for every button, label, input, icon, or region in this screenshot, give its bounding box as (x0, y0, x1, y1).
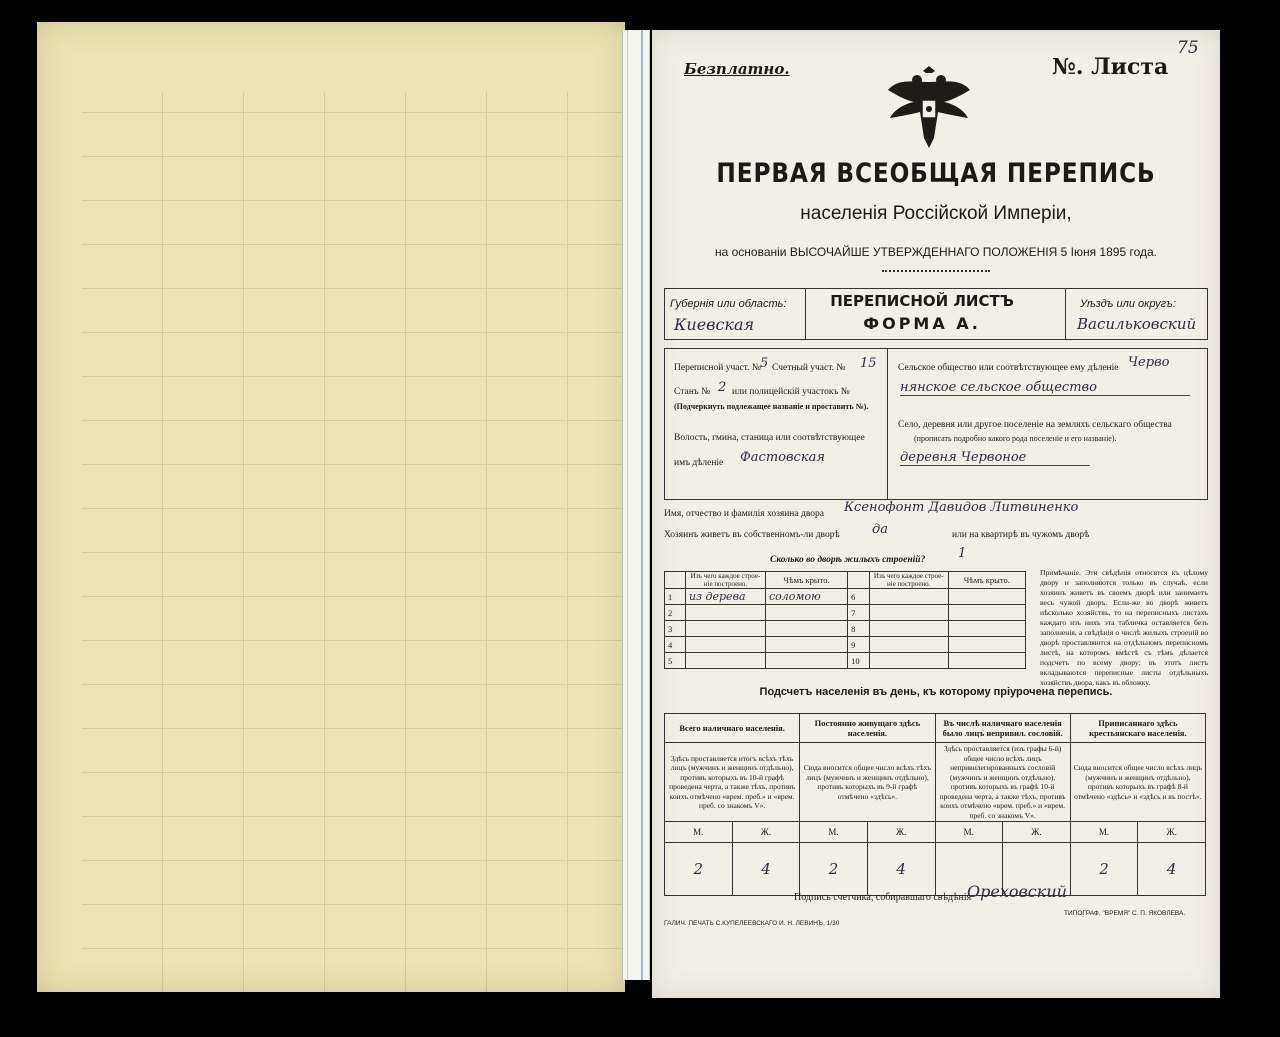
buildings-value: 1 (958, 546, 967, 561)
table-row: 5 10 (665, 653, 1026, 669)
building-material: из дерева (685, 589, 765, 605)
buildings-col-material: Изъ чего каждое строе-ніе построено. (685, 572, 765, 589)
pop-peasant-f: 4 (1138, 843, 1206, 896)
pop-head-peasant: Приписаннаго здѣсь крестьянскаго населенія. (1070, 714, 1205, 743)
stan-label: Станъ № (674, 387, 711, 397)
buildings-col-roof-2: Чѣмъ крыто. (948, 572, 1025, 589)
buildings-col-material-2: Изъ чего каждое строе-ніе построено. (869, 572, 948, 589)
table-row: 1 из дерева соломою 6 (665, 589, 1026, 605)
form-type: ФОРМА А. (863, 314, 981, 333)
pop-desc-permanent: Сюда вносится общее число всѣхъ тѣхъ лицъ (мужчинъ и женщинъ отдѣльно), противъ которыхъ въ 9-й графѣ отмѣчено «здѣсь». (800, 743, 935, 822)
population-title: Подсчетъ населенія въ день, къ которому пріурочена перепись. (759, 686, 1113, 698)
count-district-label: Счетный участ. № (772, 363, 846, 373)
uezd-value: Васильковский (1077, 315, 1197, 333)
owner-lives-value: да (872, 522, 888, 537)
pop-peasant-m: 2 (1070, 843, 1138, 896)
volost-value: Фастовская (740, 450, 825, 465)
pop-head-permanent: Постоянно живущаго здѣсь населенія. (800, 714, 935, 743)
pop-head-total: Всего наличнаго населенія. (665, 714, 800, 743)
buildings-label: Сколько во дворѣ жилыхъ строеній? (770, 555, 926, 565)
form-basis: на основаніи ВЫСОЧАЙШЕ УТВЕРЖДЕННАГО ПОЛОЖЕНІЯ 5 Іюня 1895 года. (714, 245, 1157, 259)
society-value-2: нянское сельское общество (900, 380, 1190, 396)
pop-desc-total: Здѣсь проставляется итогъ всѣхъ тѣхъ лицъ (мужчинъ и женщинъ отдѣльно), противъ которыхъ въ 10-й графѣ проведена черта, а также тѣхъ, противъ коихъ отмѣчено «врем. преб.» и «врем. преб. со знакомъ V». (665, 743, 800, 822)
bleed-through-grid (82, 92, 622, 992)
village-label: Село, деревня или другое поселеніе на земляхъ сельскаго общества (898, 420, 1172, 430)
society-label: Сельское общество или соотвѣтствующее ему дѣленіе (898, 363, 1119, 373)
apartment-label: или на квартирѣ въ чужомъ дворѣ (952, 530, 1090, 540)
owner-name-value: Ксенофонт Давидов Литвиненко (844, 500, 1079, 515)
police-label: или полицейскій участокъ № (732, 387, 850, 397)
table-row: 2 7 (665, 605, 1026, 621)
printer-imprint-right: ТИПОГРАФ. "ВРЕМЯ" С. П. ЯКОВЛЕВА. (1064, 910, 1186, 917)
census-form-page (652, 30, 1220, 998)
village-value: деревня Червоное (900, 450, 1090, 466)
note-text: Примѣчаніе. Эти свѣдѣнія относятся къ цѣлому двору и заполняются только въ случаѣ, если хозяинъ живетъ въ своемъ дворѣ или занимаетъ весь чужой дворъ. Если-же во дворѣ живетъ нѣсколько хозяйствъ, то на переписныхъ листахъ каждаго изъ нихъ эта табличка оставляется безъ заполненія, а свѣдѣнія о числѣ жилыхъ строеній во дворѣ проставляются на отдѣльномъ переписномъ листѣ, на которомъ вмѣстѣ съ тѣмъ дѣлается подсчетъ по всему двору; въ этотъ листъ вкладываются переписные листы отдѣльныхъ хозяйствъ двора, какъ въ обложку. (1040, 568, 1208, 687)
form-title: ПЕРВАЯ ВСЕОБЩАЯ ПЕРЕПИСЬ (716, 158, 1156, 189)
building-roof: соломою (766, 589, 848, 605)
census-district-label: Переписной участ. № (674, 363, 761, 373)
pop-permanent-m: 2 (800, 843, 868, 896)
underline-note: (Подчеркнуть подлежащее названіе и проставить №). (674, 402, 869, 411)
count-district-value: 15 (860, 356, 877, 371)
sheet-number-value: 75 (1177, 38, 1199, 58)
sheet-number-label: №. Листа (1052, 54, 1169, 80)
double-headed-eagle-icon (884, 60, 974, 155)
province-value: Киевская (674, 315, 755, 334)
free-label: Безплатно. (684, 60, 790, 78)
pop-desc-unprivileged: Здѣсь проставляется (изъ графы 6-й) общее число всѣхъ лицъ непривилегированныхъ сословій (мужчинъ и женщинъ отдѣльно), противъ которыхъ въ графѣ 10-й проведена черта, а также тѣхъ, противъ коихъ отмѣчено «врем. преб.» и «врем. преб. со знакомъ V». (935, 743, 1070, 822)
printer-imprint-left: ГАЛИЧ. ПЕЧАТЬ С.КУПЕЛЕЕВСКАГО И. Н. ЛЕВИНЪ, 1/30 (664, 920, 840, 927)
table-row: 3 8 (665, 621, 1026, 637)
pop-desc-peasant: Сюда вносится общее число всѣхъ лицъ (мужчинъ и женщинъ отдѣльно), противъ которыхъ въ графѣ 8-й отмѣчено «здѣсь» и «здѣсь и въ постѣ». (1070, 743, 1205, 822)
census-district-value: 5 (760, 356, 769, 371)
form-subtitle: населенія Россійской Имперіи, (800, 203, 1072, 224)
uezd-label: Уѣздъ или округъ: (1080, 298, 1176, 310)
pop-total-f: 4 (732, 843, 800, 896)
form-name: ПЕРЕПИСНОЙ ЛИСТЪ (830, 292, 1014, 310)
pop-head-unprivileged: Въ числѣ наличнаго населенія было лицъ непривил. сословій. (935, 714, 1070, 743)
province-label: Губернія или область: (670, 298, 787, 310)
pop-total-m: 2 (665, 843, 733, 896)
owner-name-label: Имя, отчество и фамилія хозяина двора (664, 509, 824, 519)
buildings-col-roof: Чѣмъ крыто. (766, 572, 848, 589)
buildings-table (664, 571, 1026, 669)
table-row (665, 843, 1206, 896)
left-page (37, 22, 625, 992)
signature-label: Подпись счетчика, собиравшаго свѣдѣнія (794, 892, 972, 903)
society-value-1: Черво (1128, 355, 1170, 370)
population-table: Всего наличнаго населенія. Постоянно живущаго здѣсь населенія. Въ числѣ наличнаго населенія было лицъ непривил. сословій. Приписаннаго здѣсь крестьянскаго населенія. Здѣсь проставляется итогъ всѣхъ тѣхъ лицъ (мужчинъ и женщинъ отдѣльно), противъ которыхъ въ 10-й графѣ проведена черта, а также тѣхъ, противъ коихъ отмѣчено «врем. преб.» и «врем. преб. со знакомъ V». Сюда вносится общее число всѣхъ тѣхъ лицъ (мужчинъ и женщинъ отдѣльно), противъ которыхъ въ 9-й графѣ отмѣчено «здѣсь». Здѣсь проставляется (изъ графы 6-й) общее число всѣхъ лицъ непривилегированныхъ сословій (мужчинъ и женщинъ отдѣльно), противъ которыхъ въ графѣ 10-й проведена черта, а также тѣхъ, противъ коихъ отмѣчено «врем. преб.» и «врем. преб. со знакомъ V». Сюда вносится общее число всѣхъ лицъ (мужчинъ и женщинъ отдѣльно), противъ которыхъ въ графѣ 8-й отмѣчено «здѣсь» и «здѣсь и въ постѣ». М. Ж. М. Ж. М. Ж. М. Ж. 2 4 2 4 2 4 (664, 713, 1206, 896)
table-row: 4 9 (665, 637, 1026, 653)
ornament-divider (882, 270, 990, 280)
volost-label-2: имъ дѣленіе (674, 458, 724, 468)
volost-label: Волость, гмина, станица или соотвѣтствующее (674, 433, 865, 443)
pop-permanent-f: 4 (867, 843, 935, 896)
stan-value: 2 (718, 380, 727, 395)
signature-value: Ореховский (967, 882, 1067, 901)
book-spine (622, 30, 650, 980)
owner-lives-label: Хозяинъ живетъ въ собственномъ-ли дворѣ (664, 530, 840, 540)
village-note: (прописать подробно какого рода поселеніе и его названіе). (914, 434, 1117, 443)
